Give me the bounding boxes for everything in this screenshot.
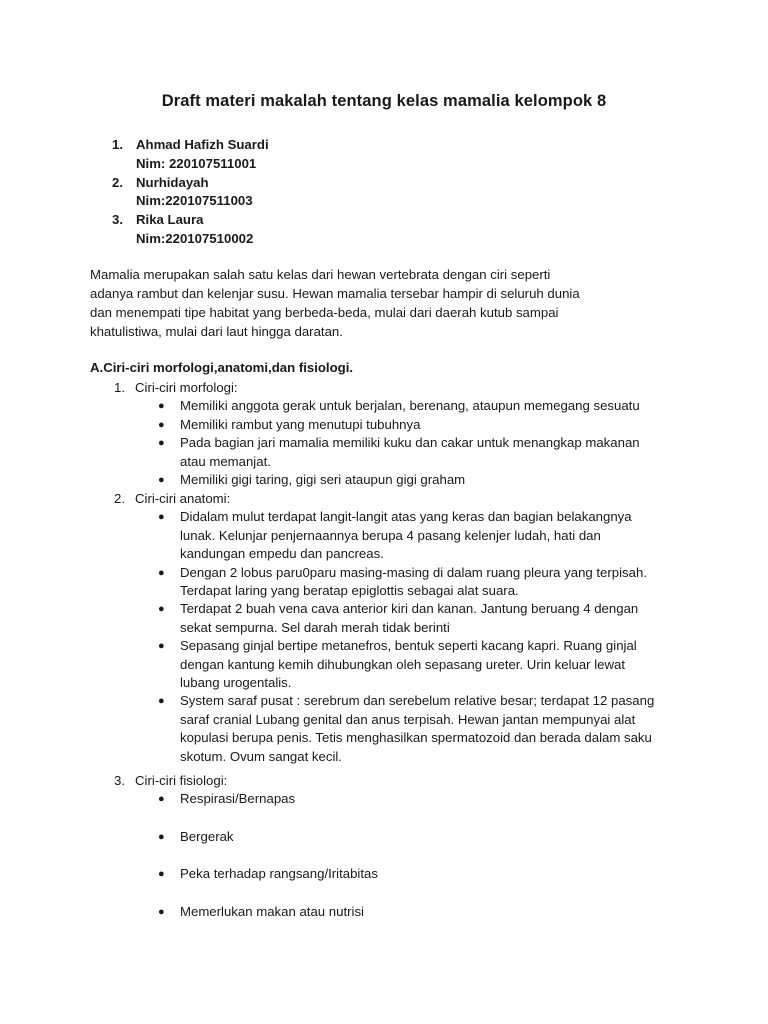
bullet-line: kopulasi berupa penis. Tetis menghasilkan spermatozoid dan berada dalam saku: [180, 730, 652, 746]
list-number: 1.: [112, 137, 123, 152]
bullet-icon: ●: [158, 418, 165, 431]
bullet-line: skotum. Ovum sangat kecil.: [180, 748, 342, 764]
bullet-list: [90, 397, 710, 489]
bullet-line: Peka terhadap rangsang/Iritabitas: [180, 866, 378, 882]
bullet-line: dengan kantung kemih dihubungkan oleh sepasang ureter. Urin keluar lewat: [180, 656, 626, 672]
bullet-icon: ●: [158, 566, 165, 579]
bullet-icon: ●: [158, 830, 165, 843]
bullet-icon: ●: [158, 511, 165, 524]
bullet-line: Respirasi/Bernapas: [180, 791, 296, 807]
bullet-item: [90, 828, 710, 846]
bullet-icon: ●: [158, 868, 165, 881]
bullet-line: atau memanjat.: [180, 453, 271, 469]
list-number: 3.: [114, 773, 125, 788]
bullet-line: Memiliki gigi taring, gigi seri ataupun gigi graham: [180, 472, 466, 488]
bullet-line: lubang urogentalis.: [180, 675, 292, 691]
subsection-title-text: Ciri-ciri fisiologi:: [135, 773, 228, 788]
bullet-line: Didalam mulut terdapat langit-langit atas yang keras dan bagian belakangnya: [180, 509, 632, 525]
paragraph-line: dan menempati tipe habitat yang berbeda-beda, mulai dari daerah kutub sampai: [90, 305, 559, 320]
bullet-line: Terdapat 2 buah vena cava anterior kiri dan kanan. Jantung beruang 4 dengan: [180, 601, 639, 617]
bullet-item: [90, 508, 710, 563]
subsection-title: [90, 772, 710, 790]
list-number: 3.: [112, 212, 123, 228]
bullet-line: Memiliki rambut yang menutupi tubuhnya: [180, 416, 421, 432]
member-list: [112, 136, 269, 249]
bullet-icon: ●: [158, 905, 165, 918]
subsection-morfologi: [90, 379, 710, 489]
paragraph-line: Mamalia merupakan salah satu kelas dari hewan vertebrata dengan ciri seperti: [90, 267, 551, 282]
member-item: [112, 136, 269, 174]
subsection-fisiologi: [90, 772, 710, 921]
bullet-item: [90, 434, 710, 471]
bullet-item: [90, 564, 710, 601]
member-nim: Nim: 220107511001: [136, 155, 257, 171]
subsection-title: [90, 379, 710, 397]
bullet-item: [90, 903, 710, 921]
document-title: Draft materi makalah tentang kelas mamalia kelompok 8: [161, 92, 607, 110]
member-name: Nurhidayah: [136, 174, 209, 190]
member-nim: Nim:220107511003: [136, 193, 253, 209]
subsection-title-text: Ciri-ciri morfologi:: [135, 380, 238, 395]
bullet-list: [90, 790, 710, 921]
bullet-item: [90, 397, 710, 415]
bullet-line: saraf cranial Lubang genital dan anus terpisah. Hewan jantan mempunyai alat: [180, 711, 636, 727]
member-name: Rika Laura: [136, 212, 204, 228]
bullet-icon: ●: [158, 400, 165, 413]
bullet-list: [90, 508, 710, 766]
bullet-item: [90, 637, 710, 692]
bullet-icon: ●: [158, 640, 165, 653]
bullet-icon: ●: [158, 695, 165, 708]
list-number: 2.: [112, 174, 123, 190]
subsection-title-text: Ciri-ciri anatomi:: [135, 491, 231, 506]
bullet-line: Dengan 2 lobus paru0paru masing-masing di dalam ruang pleura yang terpisah.: [180, 564, 647, 580]
subsection-title: [90, 490, 710, 508]
paragraph-line: khatulistiwa, mulai dari laut hingga daratan.: [90, 324, 343, 339]
bullet-line: Pada bagian jari mamalia memiliki kuku dan cakar untuk menangkap makanan: [180, 435, 640, 451]
bullet-line: Bergerak: [180, 828, 234, 844]
bullet-line: System saraf pusat : serebrum dan serebelum relative besar; terdapat 12 pasang: [180, 693, 655, 709]
bullet-line: Terdapat laring yang beratap epiglottis sebagai alat suara.: [180, 583, 519, 599]
bullet-line: sekat sempurna. Sel darah merah tidak berinti: [180, 619, 450, 635]
intro-paragraph: [90, 265, 690, 341]
subsection-anatomi: [90, 490, 710, 766]
bullet-item: [90, 471, 710, 489]
bullet-icon: ●: [158, 793, 165, 806]
bullet-line: Memerlukan makan atau nutrisi: [180, 903, 364, 919]
member-name: Ahmad Hafizh Suardi: [136, 137, 269, 152]
bullet-icon: ●: [158, 437, 165, 450]
bullet-line: Memiliki anggota gerak untuk berjalan, berenang, ataupun memegang sesuatu: [180, 398, 640, 414]
list-number: 1.: [114, 380, 125, 395]
bullet-icon: ●: [158, 474, 165, 487]
bullet-icon: ●: [158, 603, 165, 616]
member-nim: Nim:220107510002: [136, 230, 254, 246]
bullet-line: lunak. Kelunjar penjernaannya berupa 4 pasang kelenjer ludah, hati dan: [180, 527, 601, 543]
member-item: [112, 174, 269, 212]
member-item: [112, 211, 269, 249]
bullet-item: [90, 600, 710, 637]
bullet-item: [90, 692, 710, 766]
bullet-line: Sepasang ginjal bertipe metanefros, bentuk seperti kacang kapri. Ruang ginjal: [180, 638, 637, 654]
bullet-item: [90, 790, 710, 808]
paragraph-line: adanya rambut dan kelenjar susu. Hewan mamalia tersebar hampir di seluruh dunia: [90, 286, 580, 301]
bullet-line: kandungan empedu dan pancreas.: [180, 546, 384, 562]
bullet-item: [90, 416, 710, 434]
bullet-item: [90, 865, 710, 883]
section-heading: A.Ciri-ciri morfologi,anatomi,dan fisiologi.: [90, 360, 354, 375]
list-number: 2.: [114, 491, 125, 506]
